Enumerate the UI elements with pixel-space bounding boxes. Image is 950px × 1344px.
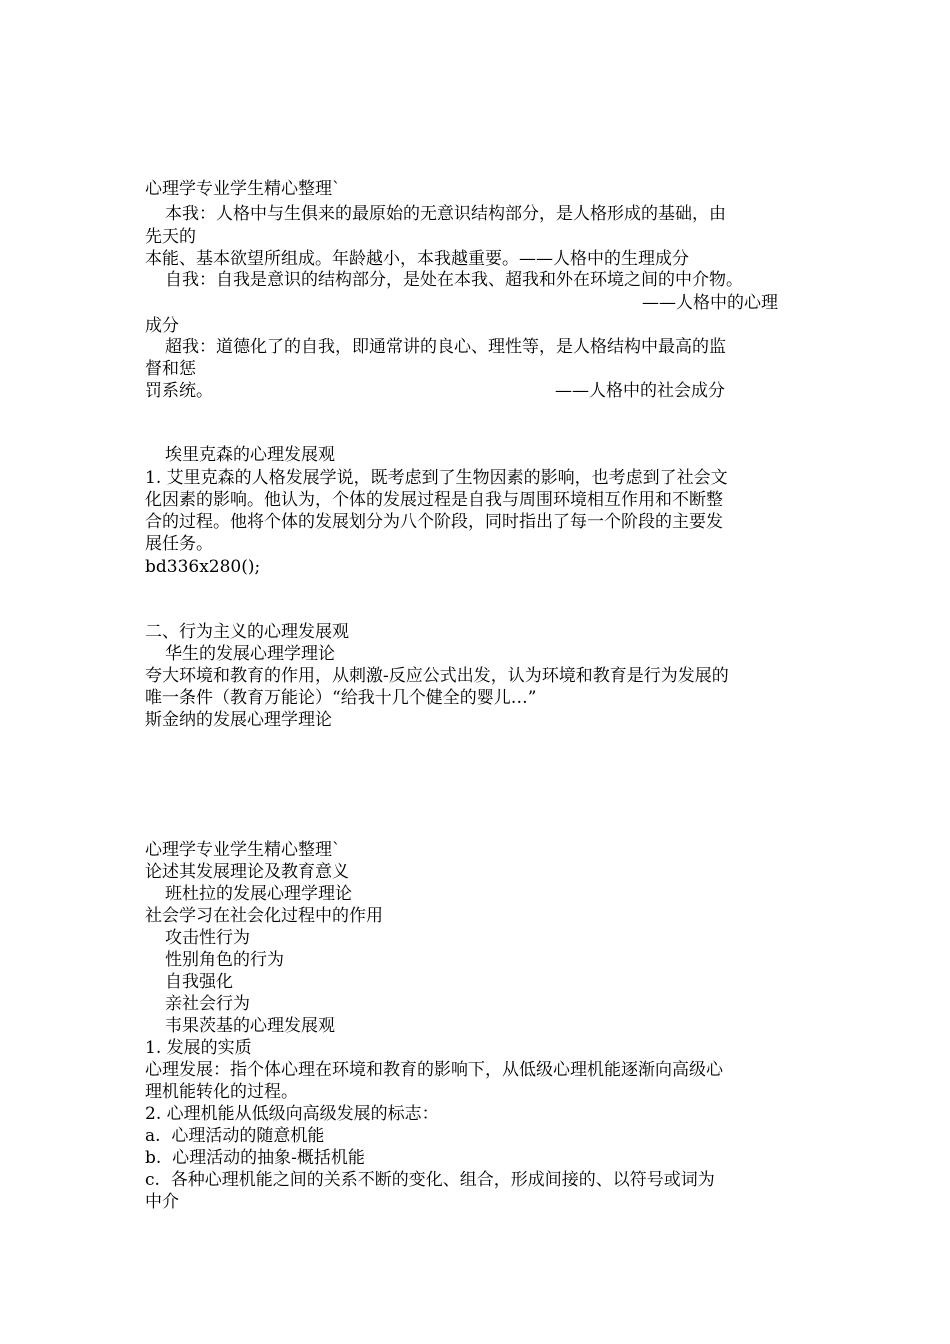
code-text: bd336x280();	[145, 557, 261, 577]
text-line: ——人格中的心理	[642, 293, 778, 313]
section-heading: 埃里克森的心理发展观	[165, 445, 335, 465]
text-line: 唯一条件（教育万能论）“给我十几个健全的婴儿…”	[145, 688, 537, 708]
subsection-heading: 华生的发展心理学理论	[165, 644, 335, 664]
text-line: 督和惩	[145, 359, 196, 379]
text-line: 本我：人格中与生俱来的最原始的无意识结构部分，是人格形成的基础，由	[165, 204, 726, 224]
text-line: 自我强化	[165, 972, 233, 992]
page-header: 心理学专业学生精心整理`	[145, 179, 341, 199]
text-line: 2. 心理机能从低级向高级发展的标志：	[145, 1104, 439, 1124]
text-line: 亲社会行为	[165, 994, 250, 1014]
text-line: 化因素的影响。他认为，个体的发展过程是自我与周围环境相互作用和不断整	[145, 490, 723, 510]
text-line: 理机能转化的过程。	[145, 1082, 298, 1102]
text-line: 班杜拉的发展心理学理论	[165, 884, 352, 904]
text-line: 本能、基本欲望所组成。年龄越小，本我越重要。——人格中的生理成分	[145, 249, 689, 269]
text-line: b. 心理活动的抽象-概括机能	[145, 1148, 365, 1168]
page-header: 心理学专业学生精心整理`	[145, 840, 341, 860]
text-line: 自我：自我是意识的结构部分，是处在本我、超我和外在环境之间的中介物。	[165, 270, 743, 290]
section-heading: 二、行为主义的心理发展观	[145, 622, 349, 642]
text-line: 展任务。	[145, 534, 213, 554]
text-line: 1. 艾里克森的人格发展学说，既考虑到了生物因素的影响，也考虑到了社会文	[145, 468, 728, 488]
text-line: 攻击性行为	[165, 928, 250, 948]
subsection-heading: 斯金纳的发展心理学理论	[145, 710, 332, 730]
text-line: 夸大环境和教育的作用，从刺激-反应公式出发，认为环境和教育是行为发展的	[145, 666, 729, 686]
text-line: 韦果茨基的心理发展观	[165, 1016, 335, 1036]
text-line: ——人格中的社会成分	[555, 381, 725, 401]
text-line: 论述其发展理论及教育意义	[145, 862, 349, 882]
text-line: a. 心理活动的随意机能	[145, 1126, 325, 1146]
text-line: 罚系统。	[145, 381, 213, 401]
text-line: 心理发展：指个体心理在环境和教育的影响下，从低级心理机能逐渐向高级心	[145, 1060, 723, 1080]
text-line: 1. 发展的实质	[145, 1038, 252, 1058]
text-line: 中介	[145, 1192, 179, 1212]
text-line: 性别角色的行为	[165, 950, 284, 970]
text-line: 超我：道德化了的自我，即通常讲的良心、理性等，是人格结构中最高的监	[165, 337, 726, 357]
text-line: 合的过程。他将个体的发展划分为八个阶段，同时指出了每一个阶段的主要发	[145, 512, 723, 532]
text-line: c. 各种心理机能之间的关系不断的变化、组合，形成间接的、以符号或词为	[145, 1170, 715, 1190]
text-line: 社会学习在社会化过程中的作用	[145, 906, 383, 926]
text-line: 先天的	[145, 227, 196, 247]
text-line: 成分	[145, 316, 179, 336]
